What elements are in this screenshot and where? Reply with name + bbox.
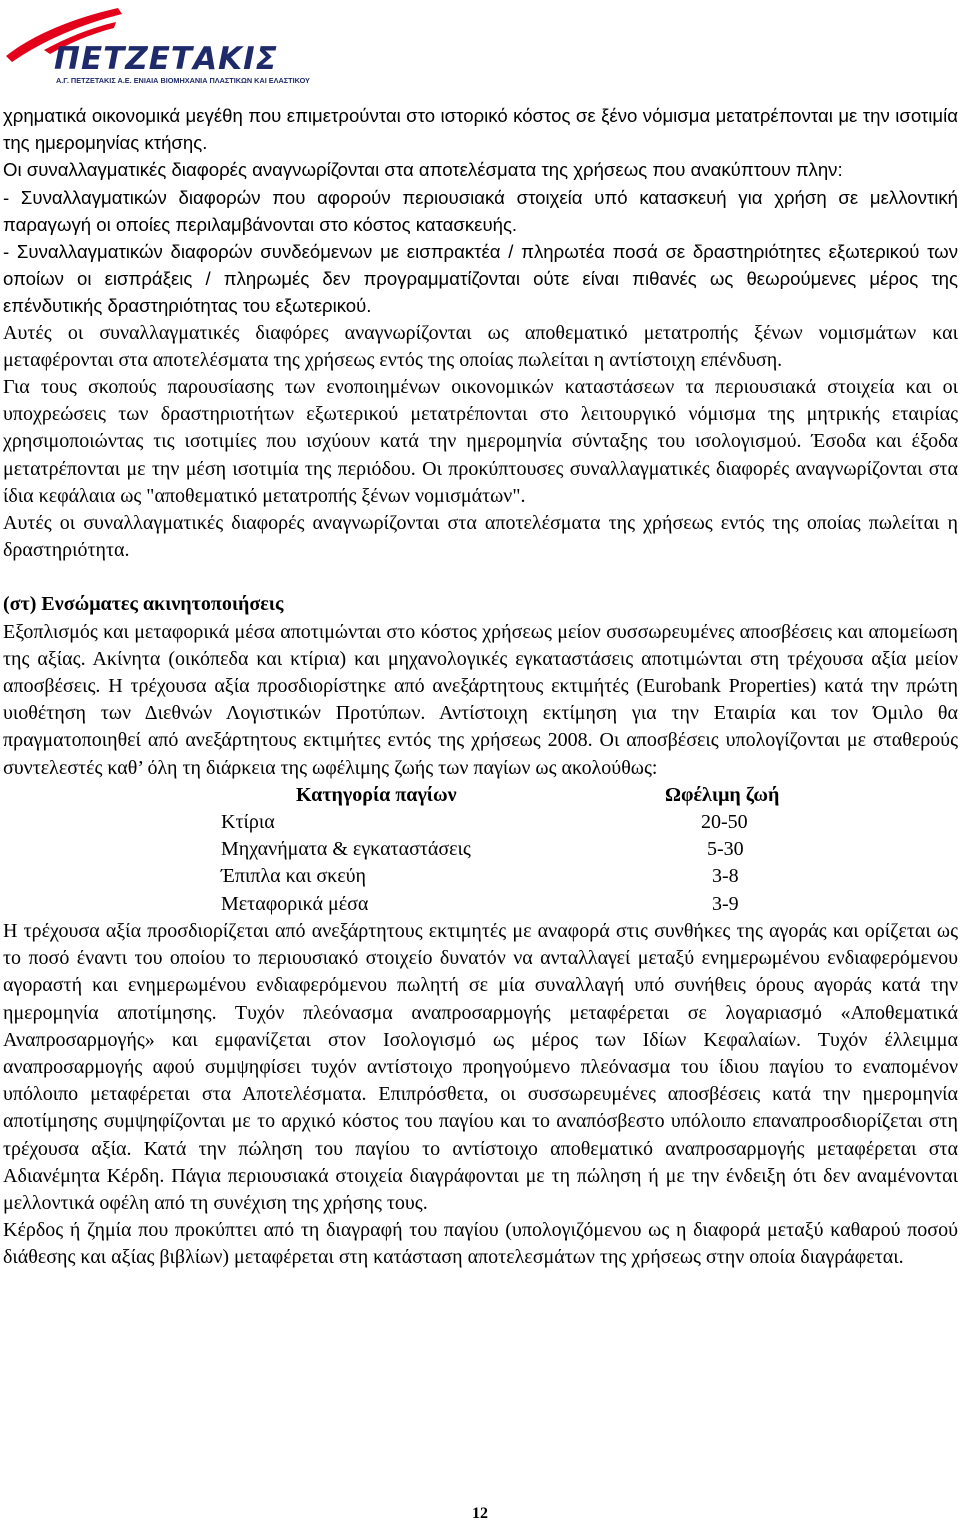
table-cell: Μεταφορικά μέσα bbox=[221, 892, 369, 915]
table-row bbox=[221, 809, 892, 836]
table-cell: 5-30 bbox=[707, 838, 744, 861]
table-cell: 3-9 bbox=[712, 892, 739, 915]
logo-subtitle: Α.Γ. ΠΕΤΖΕΤΑΚΙΣ Α.Ε. ΕΝΙΑΙΑ ΒΙΟΜΗΧΑΝΙΑ ΠΛΑΣΤΙΚΩΝ ΚΑΙ ΕΛΑΣΤΙΚΟΥ bbox=[56, 76, 310, 85]
paragraph: - Συναλλαγματικών διαφορών που αφορούν περιουσιακά στοιχεία υπό κατασκευή για χρήση σε μελλοντική παραγωγή οι οποίες περιλαμβάνονται στο κόστος κατασκευής. bbox=[3, 186, 958, 235]
useful-life-table bbox=[221, 782, 892, 918]
table-cell: Έπιπλα και σκεύη bbox=[221, 865, 367, 888]
fx-section bbox=[3, 102, 958, 320]
company-logo bbox=[4, 4, 310, 88]
paragraph: Αυτές οι συναλλαγματικές διαφορές αναγνωρίζονται στα αποτελέσματα της χρήσεως εντός της οποίας πωλείται η δραστηριότητα. bbox=[3, 512, 958, 562]
paragraph: - Συναλλαγματικών διαφορών συνδεόμενων με εισπρακτέα / πληρωτέα ποσά σε δραστηριότητες εξωτερικού των οποίων οι εισπράξεις / πληρωμές δεν προγραμματίζονται ούτε είναι πιθανές ως θεωρούμενες μέρος της επένδυτικής δραστηριότητας του εξωτερικού. bbox=[3, 241, 958, 317]
paragraph: Κέρδος ή ζημία που προκύπτει από τη διαγραφή του παγίου (υπολογιζόμενου ως η διαφορά μεταξύ καθαρού ποσού διάθεσης και αξίας βιβλίων) μεταφέρεται στη κατάσταση αποτελεσμάτων της χρήσεως στην οποία διαγράφεται. bbox=[3, 1219, 958, 1269]
table-header-row bbox=[221, 782, 892, 809]
fx-translation-section bbox=[3, 320, 958, 565]
page-number: 12 bbox=[472, 1505, 488, 1522]
paragraph: Οι συναλλαγματικές διαφορές αναγνωρίζονται στα αποτελέσματα της χρήσεως που ανακύπτουν πλην: bbox=[3, 159, 843, 181]
table-cell: Κτίρια bbox=[221, 811, 275, 834]
fixed-assets-section bbox=[3, 619, 958, 782]
revaluation-section bbox=[3, 918, 958, 1272]
table-cell: 20-50 bbox=[701, 811, 748, 834]
spacer bbox=[3, 564, 958, 591]
paragraph: Αυτές οι συναλλαγματικές διαφόρες αναγνωρίζονται ως αποθεματικό μετατροπής ξένων νομισμάτων και μεταφέρονται στα αποτελέσματα της χρήσεως εντός της οποίας πωλείται η αντίστοιχη επένδυση. bbox=[3, 321, 958, 371]
paragraph: Η τρέχουσα αξία προσδιορίζεται από ανεξάρτητους εκτιμητές με αναφορά στις συνθήκες της αγοράς και ορίζεται ως το ποσό έναντι του οποίου το περιουσιακό στοιχείο δυνατόν να ανταλλαγεί μεταξύ ενημερωμένου ενδιαφερόμενου αγοραστή και ενημερωμένου ενδιαφερόμενου πωλητή σε μία συναλλαγή υπό συνήθεις όρους αγοράς κατά την ημερομηνία αποτίμησης. Τυχόν πλεόνασμα αναπροσαρμογής μεταφέρεται σε λογαριασμό «Αποθεματικά Αναπροσαρμογής» και εμφανίζεται στον Ισολογισμό ως μέρος των Ιδίων Κεφαλαίων. Τυχόν έλλειμμα αναπροσαρμογής αφού συμψηφίσει τυχόν αντίστοιχο προηγούμενο πλεόνασμα του ίδιου παγίου το εναπομένον υπόλοιπο μεταφέρεται στα Αποτελέσματα. Επιπρόσθετα, οι συσσωρευμένες αποσβέσεις κατά την ημερομηνία αποτίμησης συμψηφίζονται με το αρχικό κόστος του παγίου και το αναπόσβεστο υπόλοιπο επαναπροσδιορίζεται στη τρέχουσα αξία. Κατά την πώληση του παγίου το αντίστοιχο αποθεματικό αναπροσαρμογής μεταφέρεται στα Αδιανέμητα Κέρδη. Πάγια περιουσιακά στοιχεία διαγράφονται με τη πώληση ή με την ένδειξη ότι δεν αναμένονται μελλοντικά οφέλη από τη συνέχιση της χρήσης τους. bbox=[3, 919, 958, 1214]
table-row bbox=[221, 836, 892, 863]
section-heading: (στ) Ενσώματες ακινητοποιήσεις bbox=[3, 593, 284, 616]
document-body bbox=[3, 102, 958, 1272]
table-cell: Μηχανήματα & εγκαταστάσεις bbox=[221, 838, 471, 861]
paragraph: χρηματικά οικονομικά μεγέθη που επιμετρούνται στο ιστορικό κόστος σε ξένο νόμισμα μετατρέπονται με την ισοτιμία της ημερομηνίας κτήσης. bbox=[3, 105, 958, 154]
logo-name: ΠΕΤΖΕΤΑΚΙΣ bbox=[54, 41, 278, 77]
paragraph: Εξοπλισμός και μεταφορικά μέσα αποτιμώνται στο κόστος χρήσεως μείον συσσωρευμένες αποσβέσεις και απομείωση της αξίας. Ακίνητα (οικόπεδα και κτίρια) και μηχανολογικές εγκαταστάσεις αποτιμώνται στη τρέχουσα αξία μείον αποσβέσεις. Η τρέχουσα αξία προσδιορίστηκε από ανεξάρτητους εκτιμήτές (Eurobank Properties) κατά την πρώτη υιοθέτηση των Διεθνών Λογιστικών Προτύπων. Αντίστοιχη εκτίμηση για την Εταιρία και τον Όμιλο θα πραγματοποιηθεί από ανεξάρτητους εκτιμήτες εντός της χρήσεως 2008. Οι αποσβέσεις υπολογίζονται με σταθερούς συντελεστές καθ’ όλη τη διάρκεια της ωφέλιμης ζωής των παγίων ως ακολούθως: bbox=[3, 620, 958, 779]
column-header-category: Κατηγορία παγίων bbox=[296, 783, 457, 806]
paragraph: Για τους σκοπούς παρουσίασης των ενοποιημένων οικονομικών καταστάσεων τα περιουσιακά στοιχεία και οι υποχρεώσεις των δραστηριοτήτων εξωτερικού μετατρέπονται στο λειτουργικό νόμισμα της μητρικής εταιρίας χρησιμοποιώντας τις ισοτιμίες που ισχύουν κατά την ημερομηνία σύνταξης του ισολογισμού. Έσοδα και έξοδα μετατρέπονται με την μέση ισοτιμία της περιόδου. Οι προκύπτουσες συναλλαγματικές διαφορές αναγνωρίζονται στα ίδια κεφάλαια ως "αποθεματικό μετατροπής ξένων νομισμάτων". bbox=[3, 376, 958, 507]
table-row bbox=[221, 891, 892, 918]
column-header-useful-life: Ωφέλιμη ζωή bbox=[665, 783, 780, 806]
table-row bbox=[221, 863, 892, 890]
table-cell: 3-8 bbox=[712, 865, 739, 888]
